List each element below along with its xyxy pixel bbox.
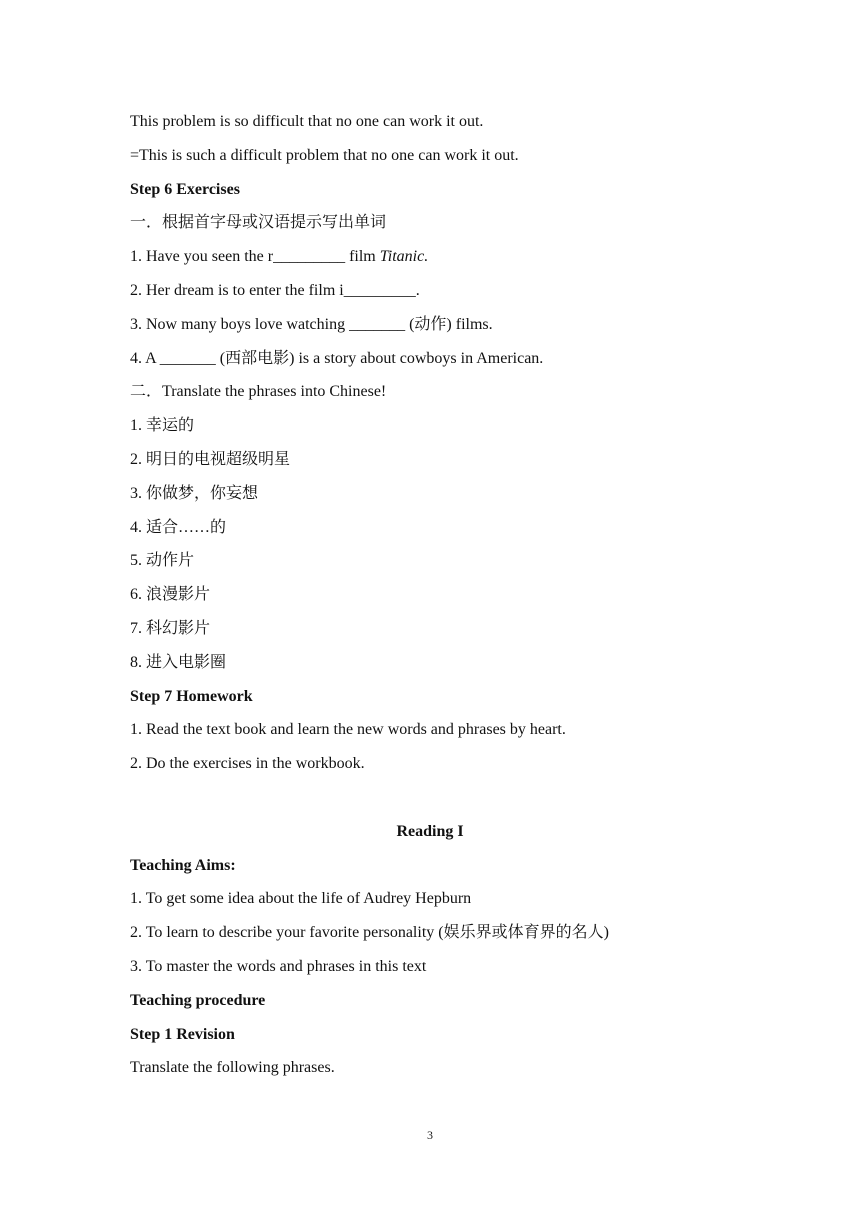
exercise1-item-1: [130, 245, 750, 279]
homework-item: 1. Read the text book and learn the new words and phrases by heart.: [130, 721, 566, 739]
exercise2-item: 8. 进入电影圈: [130, 653, 227, 671]
page-content: [130, 110, 750, 1090]
step1-heading: Step 1 Revision: [130, 1025, 235, 1043]
section-title: Reading I: [396, 822, 464, 840]
step1-text: Translate the following phrases.: [130, 1059, 335, 1077]
exercise2-item: 7. 科幻影片: [130, 619, 211, 637]
exercise1-item-4: 4. A _______ (西部电影) is a story about cowboys in American.: [130, 349, 544, 367]
exercise2-item: 6. 浪漫影片: [130, 586, 211, 604]
exercise2-item: 1. 幸运的: [130, 417, 195, 435]
exercise2-item: 2. 明日的电视超级明星: [130, 450, 291, 468]
exercise1-item-3: 3. Now many boys love watching _______ (动作) films.: [130, 315, 493, 333]
step6-heading: Step 6 Exercises: [130, 180, 240, 198]
teaching-aims-heading: Teaching Aims:: [130, 856, 236, 874]
exercise2-item: 3. 你做梦，你妄想: [130, 484, 259, 502]
teaching-aim-item: 2. To learn to describe your favorite personality (娱乐界或体育界的名人): [130, 924, 609, 942]
exercise2-heading: 二．Translate the phrases into Chinese!: [130, 383, 387, 401]
blank-line: [130, 786, 750, 820]
homework-item: 2. Do the exercises in the workbook.: [130, 755, 365, 773]
sentence-such-that: =This is such a difficult problem that no one can work it out.: [130, 146, 519, 164]
exercise1-item-1-text: 1. Have you seen the r_________ film: [130, 248, 380, 266]
teaching-aim-item: 3. To master the words and phrases in this text: [130, 957, 427, 975]
exercise1-item-2: 2. Her dream is to enter the film i_________.: [130, 281, 420, 299]
exercise2-item: 4. 适合……的: [130, 518, 227, 536]
exercise1-heading: 一．根据首字母或汉语提示写出单词: [130, 214, 387, 232]
teaching-procedure-heading: Teaching procedure: [130, 991, 266, 1009]
exercise2-item: 5. 动作片: [130, 552, 195, 570]
page-number: 3: [427, 1128, 433, 1142]
exercise1-item-1-film-title: Titanic.: [379, 248, 429, 266]
teaching-aim-item: 1. To get some idea about the life of Audrey Hepburn: [130, 890, 472, 908]
sentence-so-that: This problem is so difficult that no one can work it out.: [130, 113, 484, 130]
step7-heading: Step 7 Homework: [130, 687, 253, 705]
